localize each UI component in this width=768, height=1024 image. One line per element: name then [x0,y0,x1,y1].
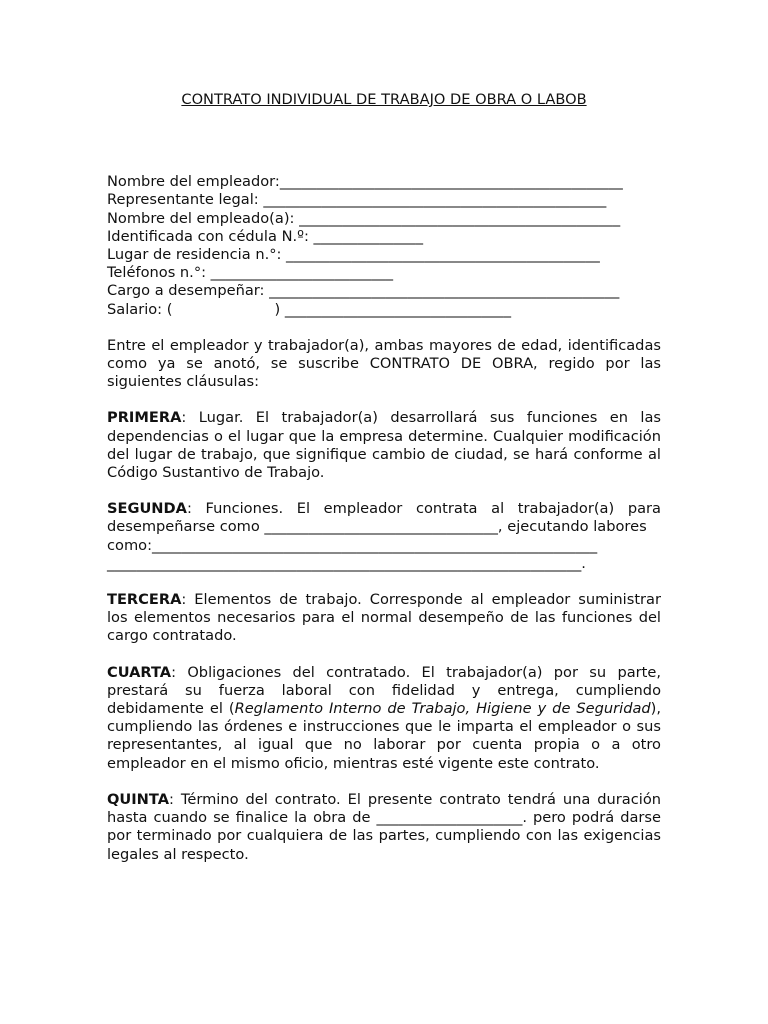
clause-cuarta [107,664,661,773]
clause-segunda-body [107,500,661,536]
field-employee-name: Nombre del empleado(a): ____________________________________________ [107,209,621,227]
clause-text: : Obligaciones del contratado. El trabajador(a) por su parte, prestará su fuerza laboral con fidelidad y entrega, cumpliendo debidamente el ( [107,663,661,718]
clause-segunda-line-como: como:_____________________________________________________________ [107,536,598,554]
clause-text: : Término del contrato. El presente contrato tendrá una duración hasta cuando se finalice la obra de ____________________. pero podrá darse por terminado por cualquiera de las partes, cumpliendo con las exigencias legales al respecto. [107,790,661,863]
document-page [107,91,661,864]
field-salary: Salario: ( ) _______________________________ [107,300,512,318]
clause-tercera [107,591,661,646]
form-fields [107,173,661,319]
field-legal-representative: Representante legal: _______________________________________________ [107,191,607,209]
clause-label: CUARTA [107,663,172,681]
clause-segunda [107,500,661,573]
field-position: Cargo a desempeñar: ________________________________________________ [107,282,620,300]
clause-label: PRIMERA [107,409,182,427]
clause-label: SEGUNDA [107,500,187,518]
clause-italic-text: Reglamento Interno de Trabajo, Higiene y de Seguridad [234,700,651,718]
field-id-number: Identificada con cédula N.º: _______________ [107,227,424,245]
document-title: CONTRATO INDIVIDUAL DE TRABAJO DE OBRA O LABOB [181,91,587,108]
clause-label: QUINTA [107,790,170,808]
clause-text: : Funciones. El empleador contrata al trabajador(a) para desempeñarse como ________________________________, ejecutando labores [107,500,661,536]
clause-text: : Elementos de trabajo. Corresponde al empleador suministrar los elementos necesarios para el normal desempeño de las funciones del cargo contratado. [107,591,661,645]
clause-text: : Lugar. El trabajador(a) desarrollará sus funciones en las dependencias o el lugar que la empresa determine. Cualquier modificación del lugar de trabajo, que signifique cambio de ciudad, se hará conforme al Código Sustantivo de Trabajo. [107,409,661,482]
field-residence: Lugar de residencia n.°: ___________________________________________ [107,246,600,264]
clause-text: ), cumpliendo las órdenes e instrucciones que le imparta el empleador o sus representantes, al igual que no laborar por cuenta propia o a otro empleador en el mismo oficio, mientras esté vigente este contrato. [107,700,662,772]
clause-segunda-line-blank: _________________________________________________________________. [107,554,586,572]
clause-quinta [107,791,661,864]
clause-label: TERCERA [107,591,182,609]
field-employer-name: Nombre del empleador:_______________________________________________ [107,173,623,191]
clause-primera [107,409,661,482]
intro-paragraph: Entre el empleador y trabajador(a), ambas mayores de edad, identificadas como ya se anotó, se suscribe CONTRATO DE OBRA, regido por las siguientes cláusulas: [107,336,661,391]
field-phones: Teléfonos n.°: _________________________ [107,264,394,282]
